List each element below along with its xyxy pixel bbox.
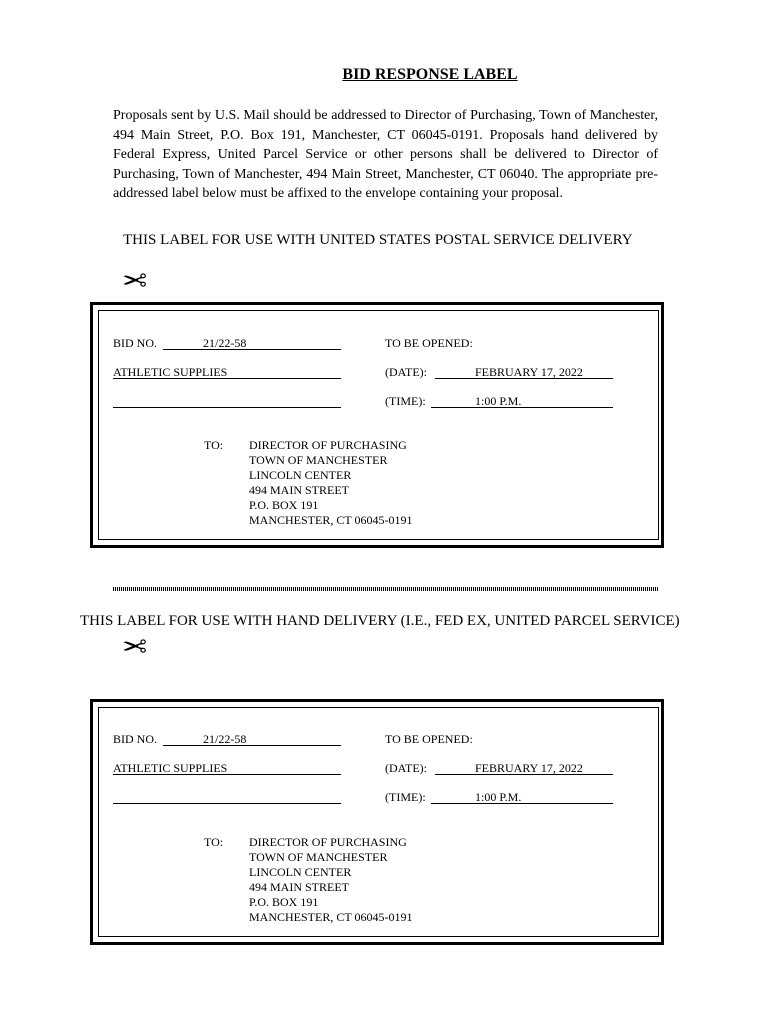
address-line: TOWN OF MANCHESTER [249, 850, 388, 864]
address-line: MANCHESTER, CT 06045-0191 [249, 513, 413, 527]
bid-no-value: 21/22-58 [203, 336, 247, 350]
time-label: (TIME): [385, 790, 426, 804]
hand-delivery-caption: THIS LABEL FOR USE WITH HAND DELIVERY (I.E., FED EX, UNITED PARCEL SERVICE) [80, 613, 680, 629]
cut-line-divider [113, 587, 658, 591]
address-line: DIRECTOR OF PURCHASING [249, 835, 407, 849]
date-value: FEBRUARY 17, 2022 [475, 761, 583, 775]
scissors-icon: ✂ [122, 264, 148, 299]
address-line: TOWN OF MANCHESTER [249, 453, 388, 467]
address-line: LINCOLN CENTER [249, 468, 352, 482]
time-underline [431, 803, 613, 804]
to-label: TO: [204, 835, 224, 849]
to-be-opened-label: TO BE OPENED: [385, 336, 473, 350]
item-description: ATHLETIC SUPPLIES [113, 365, 228, 379]
hand-delivery-bid-label [90, 699, 664, 945]
time-value: 1:00 P.M. [475, 790, 522, 804]
item-underline [113, 378, 341, 379]
date-value: FEBRUARY 17, 2022 [475, 365, 583, 379]
address-line: P.O. BOX 191 [249, 498, 319, 512]
date-label: (DATE): [385, 761, 427, 775]
bid-no-underline [163, 745, 341, 746]
bid-no-value: 21/22-58 [203, 732, 247, 746]
item-underline [113, 774, 341, 775]
label-inner-border [98, 707, 659, 937]
address-line: MANCHESTER, CT 06045-0191 [249, 910, 413, 924]
address-line: 494 MAIN STREET [249, 483, 349, 497]
instructions-paragraph: Proposals sent by U.S. Mail should be addressed to Director of Purchasing, Town of Manchester, 494 Main Street, P.O. Box 191, Manchester, CT 06045-0191. Proposals hand delivered by Federal Express, United Parcel Service or other persons shall be delivered to Director of Purchasing, Town of Manchester, 494 Main Street, Manchester, CT 06040. The appropriate pre-addressed label below must be affixed to the envelope containing your proposal. [113, 108, 658, 201]
bid-no-label: BID NO. [113, 336, 157, 350]
bid-no-label: BID NO. [113, 732, 157, 746]
usps-label-caption: THIS LABEL FOR USE WITH UNITED STATES POSTAL SERVICE DELIVERY [123, 232, 633, 248]
blank-line [113, 407, 341, 408]
time-value: 1:00 P.M. [475, 394, 522, 408]
address-line: 494 MAIN STREET [249, 880, 349, 894]
address-line: P.O. BOX 191 [249, 895, 319, 909]
time-underline [431, 407, 613, 408]
page-title: BID RESPONSE LABEL [342, 66, 518, 83]
address-line: LINCOLN CENTER [249, 865, 352, 879]
blank-line [113, 803, 341, 804]
to-be-opened-label: TO BE OPENED: [385, 732, 473, 746]
bid-no-underline [163, 349, 341, 350]
scissors-icon: ✂ [122, 630, 148, 665]
item-description: ATHLETIC SUPPLIES [113, 761, 228, 775]
address-line: DIRECTOR OF PURCHASING [249, 438, 407, 452]
label-inner-border [98, 310, 659, 540]
date-label: (DATE): [385, 365, 427, 379]
to-label: TO: [204, 438, 224, 452]
usps-bid-label [90, 302, 664, 548]
time-label: (TIME): [385, 394, 426, 408]
